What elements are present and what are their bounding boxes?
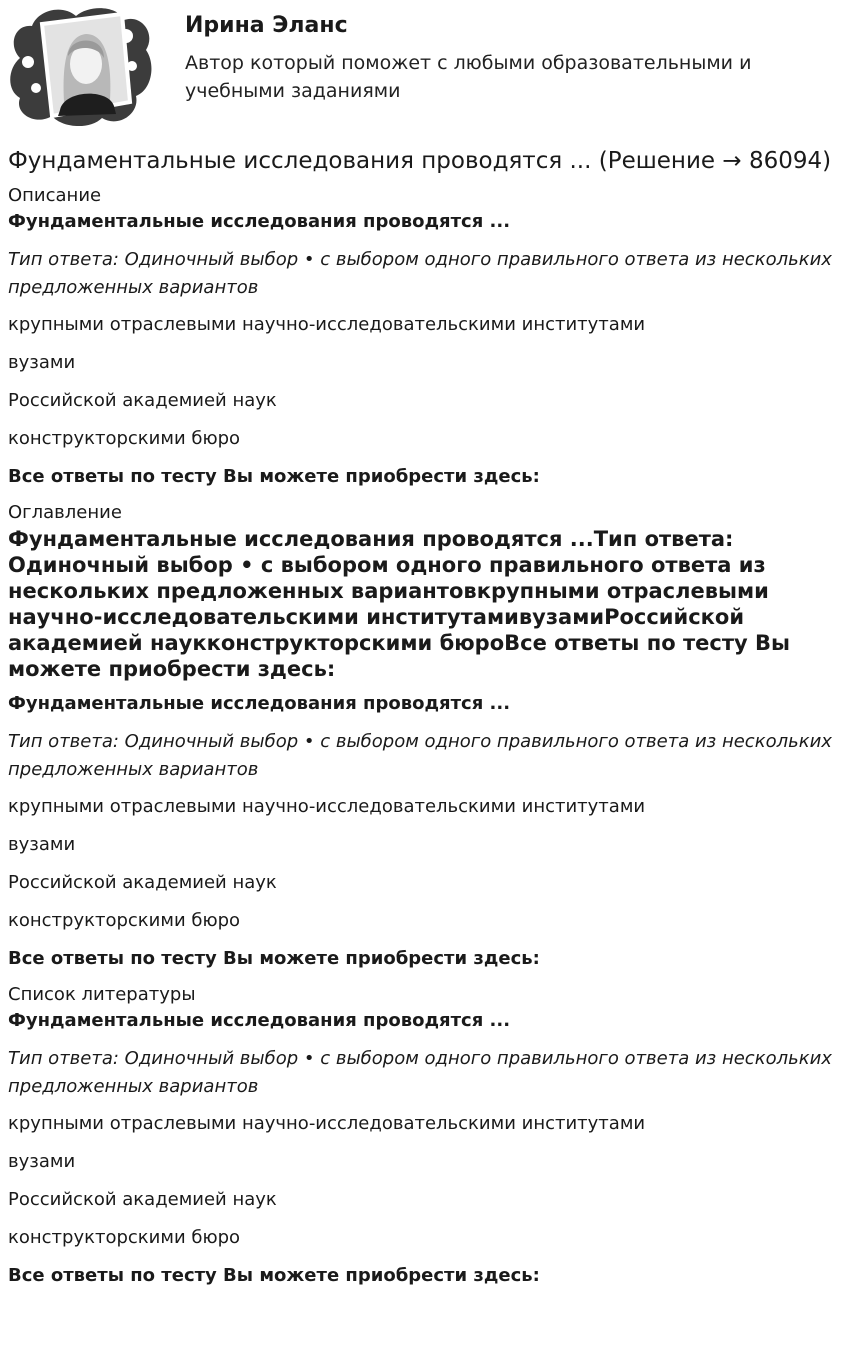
section-label: Список литературы — [8, 984, 196, 1005]
section-label: Оглавление — [8, 502, 122, 523]
answer-option: вузами — [8, 1151, 76, 1172]
answer-option: вузами — [8, 834, 76, 855]
answer-option: крупными отраслевыми научно-исследовательскими институтами — [8, 1113, 646, 1134]
document-content — [8, 146, 840, 1299]
question-text: Фундаментальные исследования проводятся ... — [8, 211, 511, 232]
section-contents — [8, 500, 840, 972]
section-bibliography — [8, 982, 840, 1289]
answer-type: Тип ответа: Одиночный выбор • с выбором одного правильного ответа из нескольких предложенных вариантов — [8, 1048, 832, 1097]
answer-option: Российской академией наук — [8, 872, 277, 893]
author-avatar — [6, 6, 152, 128]
question-text: Фундаментальные исследования проводятся ... — [8, 693, 511, 714]
answer-option: крупными отраслевыми научно-исследовательскими институтами — [8, 796, 646, 817]
purchase-note: Все ответы по тесту Вы можете приобрести здесь: — [8, 948, 540, 969]
answer-option: Российской академией наук — [8, 1189, 277, 1210]
answer-option: конструкторскими бюро — [8, 910, 241, 931]
author-description: Автор который поможет с любыми образовательными и учебными заданиями — [185, 52, 752, 102]
purchase-note: Все ответы по тесту Вы можете приобрести здесь: — [8, 1265, 540, 1286]
answer-type: Тип ответа: Одиночный выбор • с выбором одного правильного ответа из нескольких предложенных вариантов — [8, 249, 832, 298]
answer-type: Тип ответа: Одиночный выбор • с выбором одного правильного ответа из нескольких предложенных вариантов — [8, 731, 832, 780]
section-label: Описание — [8, 185, 102, 206]
document-title: Фундаментальные исследования проводятся ... (Решение → 86094) — [8, 148, 832, 174]
section-description — [8, 183, 840, 490]
answer-option: Российской академией наук — [8, 390, 277, 411]
author-name: Ирина Эланс — [185, 13, 348, 38]
answer-option: крупными отраслевыми научно-исследовательскими институтами — [8, 314, 646, 335]
author-header — [0, 0, 847, 140]
answer-option: конструкторскими бюро — [8, 428, 241, 449]
question-text: Фундаментальные исследования проводятся ... — [8, 1010, 511, 1031]
answer-option: вузами — [8, 352, 76, 373]
purchase-note: Все ответы по тесту Вы можете приобрести здесь: — [8, 466, 540, 487]
contents-summary: Фундаментальные исследования проводятся ...Тип ответа: Одиночный выбор • с выбором одного правильного ответа из нескольких предложенных вариантовкрупными отраслевыми научно-исследовательскими институтамивузамиРоссийской академией наукконструкторскими бюроВсе ответы по тесту Вы можете приобрести здесь: — [8, 527, 791, 681]
answer-option: конструкторскими бюро — [8, 1227, 241, 1248]
